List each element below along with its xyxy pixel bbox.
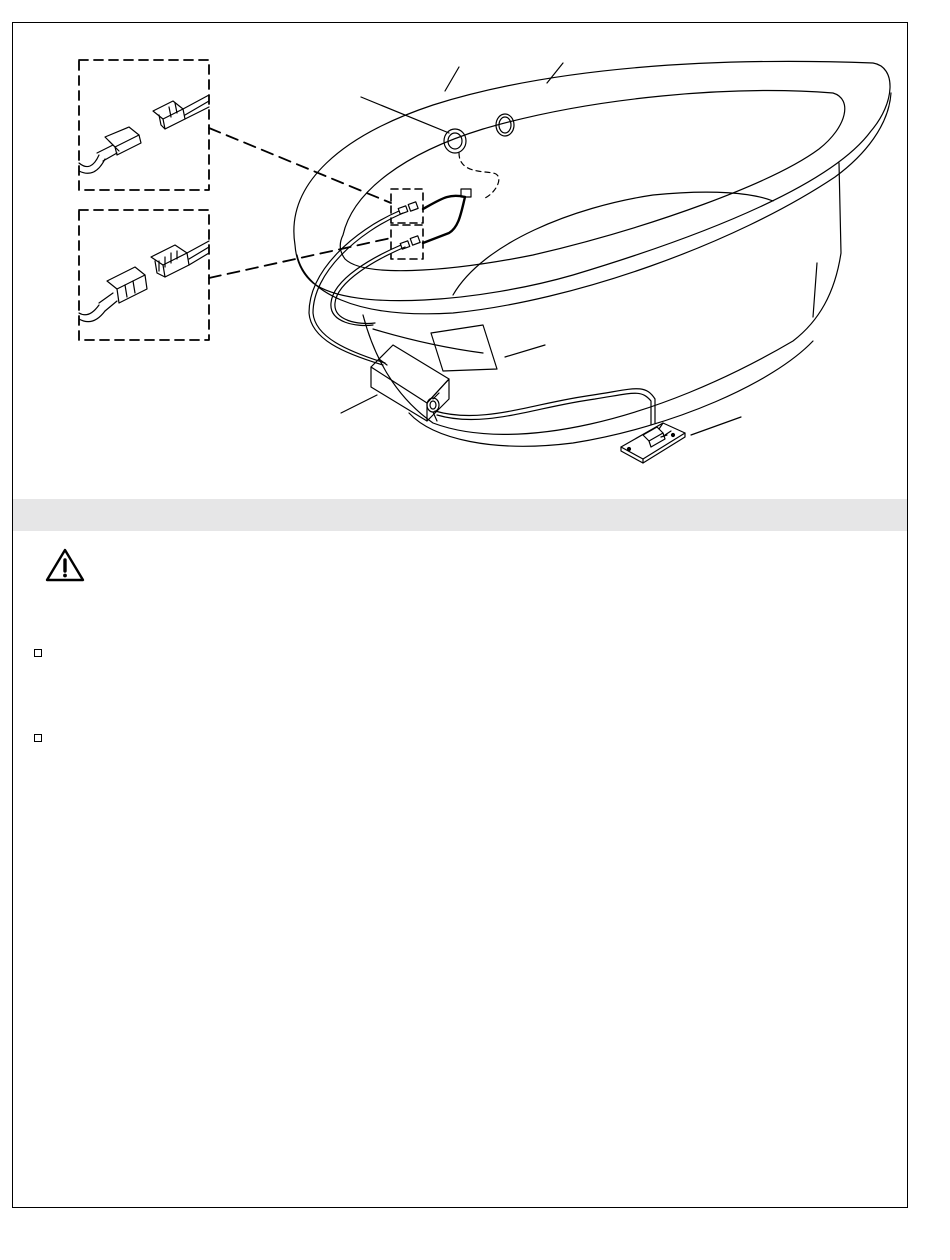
connector-detail-box-bottom [79,210,209,340]
warning-triangle-icon [44,547,86,583]
connector-detail-box-top [79,60,209,190]
connector-marker-bottom [391,225,423,259]
page-frame [12,22,908,1208]
section-header-bar [13,499,907,531]
connector-marker-top [391,189,423,223]
detail-leader-top [209,128,391,203]
checkbox-icon[interactable] [34,649,42,657]
bathtub-drawing [294,61,891,463]
detail-leader-bottom [209,238,391,278]
bathtub-installation-illustration [13,23,907,499]
checkbox-icon[interactable] [34,734,42,742]
